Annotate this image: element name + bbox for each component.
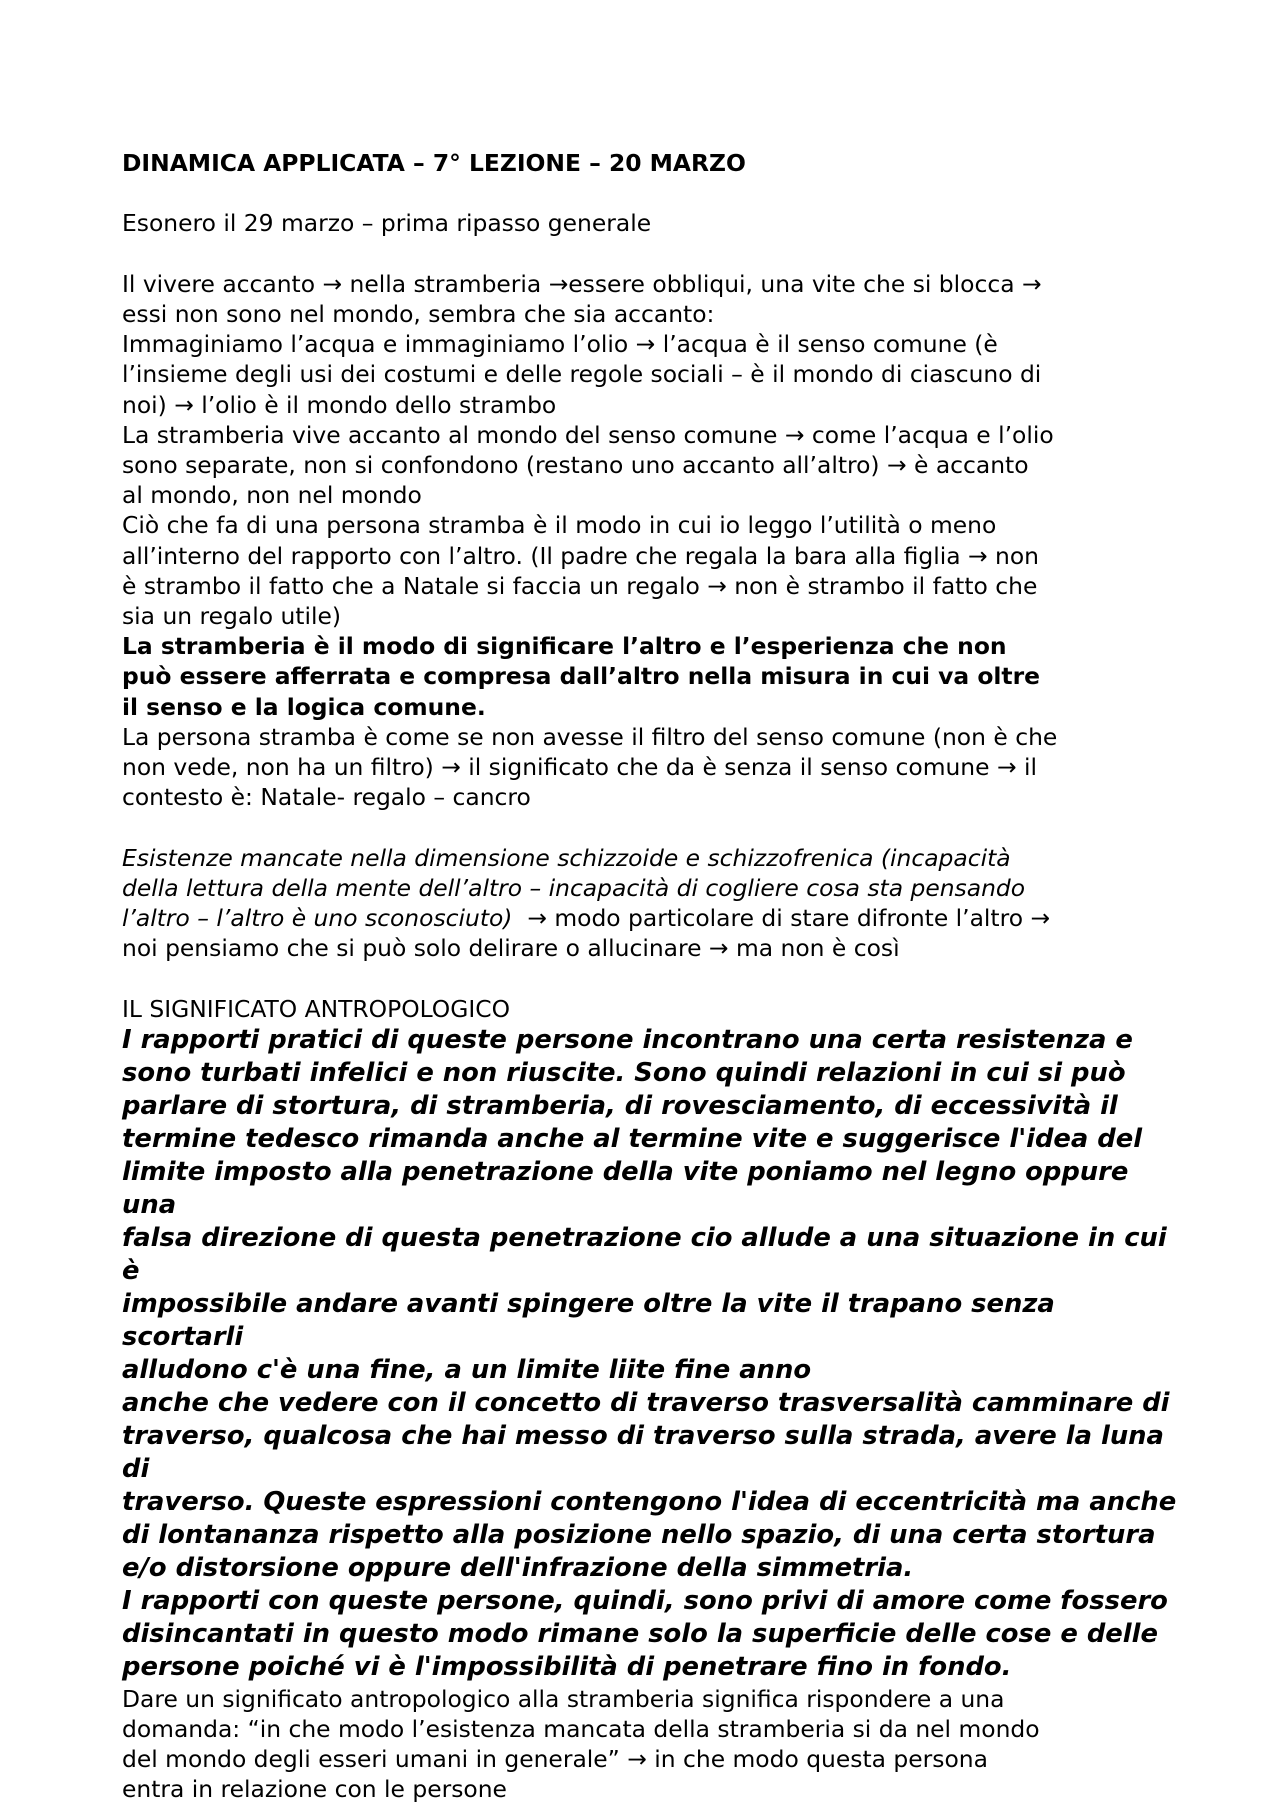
- text-line: falsa direzione di questa penetrazione cio allude a una situazione in cui è: [122, 1222, 1167, 1286]
- text-line: all’interno del rapporto con l’altro. (Il padre che regala la bara alla figlia → non: [122, 541, 1039, 570]
- paragraph-filter: [122, 722, 1182, 813]
- text-line: domanda: “in che modo l’esistenza mancata della stramberia si da nel mondo: [122, 1715, 1040, 1744]
- text-line: alludono c'è una fine, a un limite liite fine anno: [122, 1354, 812, 1385]
- text-line: noi) → l’olio è il mondo dello strambo: [122, 390, 557, 419]
- text-line: del mondo degli esseri umani in generale” → in che modo questa persona: [122, 1745, 988, 1774]
- text-line: limite imposto alla penetrazione della vite poniamo nel legno oppure una: [122, 1156, 1129, 1220]
- text-line: La stramberia è il modo di significare l’altro e l’esperienza che non: [122, 632, 1007, 661]
- text-line: entra in relazione con le persone: [122, 1775, 507, 1804]
- exam-note: Esonero il 29 marzo – prima ripasso generale: [122, 209, 652, 238]
- text-line: di lontananza rispetto alla posizione nello spazio, di una certa stortura: [122, 1519, 1156, 1550]
- paragraph-living-beside: [122, 269, 1182, 631]
- text-line: anche che vedere con il concetto di traverso trasversalità camminare di: [122, 1387, 1170, 1418]
- text-line: sia un regalo utile): [122, 602, 341, 631]
- text-line: può essere afferrata e compresa dall’altro nella misura in cui va oltre: [122, 662, 1041, 691]
- text-line: Immaginiamo l’acqua e immaginiamo l’olio → l’acqua è il senso comune (è: [122, 330, 998, 359]
- text-line: La persona stramba è come se non avesse il filtro del senso comune (non è che: [122, 722, 1058, 751]
- text-line: impossibile andare avanti spingere oltre la vite il trapano senza scortarli: [122, 1288, 1055, 1352]
- text-line: termine tedesco rimanda anche al termine vite e suggerisce l'idea del: [122, 1123, 1143, 1154]
- text-line: è strambo il fatto che a Natale si faccia un regalo → non è strambo il fatto che: [122, 571, 1038, 600]
- text-line: [122, 903, 1182, 933]
- text-line: l’insieme degli usi dei costumi e delle regole sociali – è il mondo di ciascuno di: [122, 360, 1042, 389]
- text-line: sono turbati infelici e non riuscite. Sono quindi relazioni in cui si può: [122, 1057, 1126, 1088]
- italic-segment: l’altro – l’altro è uno sconosciuto): [122, 904, 513, 933]
- spacer: [122, 812, 1182, 842]
- paragraph-conclusion: [122, 1684, 1182, 1805]
- text-line: il senso e la logica comune.: [122, 692, 486, 721]
- text-line: persone poiché vi è l'impossibilità di penetrare fino in fondo.: [122, 1651, 1012, 1682]
- document-page: [122, 148, 1182, 1805]
- text-line: della lettura della mente dell’altro – incapacità di cogliere cosa sta pensando: [122, 873, 1026, 902]
- text-line: I rapporti con queste persone, quindi, sono privi di amore come fossero: [122, 1585, 1168, 1616]
- text-line: disincantati in questo modo rimane solo la superficie delle cose e delle: [122, 1618, 1158, 1649]
- text-line: parlare di stortura, di stramberia, di rovesciamento, di eccessività il: [122, 1090, 1118, 1121]
- spacer: [122, 963, 1182, 993]
- anthropological-paragraph: [122, 1024, 1182, 1684]
- text-line: I rapporti pratici di queste persone incontrano una certa resistenza e: [122, 1024, 1133, 1055]
- text-line: Esistenze mancate nella dimensione schizzoide e schizzofrenica (incapacità: [122, 843, 1011, 872]
- text-line: sono separate, non si confondono (restano uno accanto all’altro) → è accanto: [122, 451, 1029, 479]
- text-line: e/o distorsione oppure dell'infrazione della simmetria.: [122, 1552, 914, 1583]
- text-line: La stramberia vive accanto al mondo del senso comune → come l’acqua e l’olio: [122, 420, 1054, 449]
- text-line: Ciò che fa di una persona stramba è il modo in cui io leggo l’utilità o meno: [122, 511, 997, 540]
- text-line: noi pensiamo che si può solo delirare o allucinare → ma non è così: [122, 934, 900, 963]
- text-line: Dare un significato antropologico alla stramberia significa rispondere a una: [122, 1684, 1005, 1713]
- normal-segment: → modo particolare di stare difronte l’altro →: [527, 904, 1051, 933]
- document-title: DINAMICA APPLICATA – 7° LEZIONE – 20 MARZO: [122, 149, 746, 177]
- definition-bold: [122, 631, 1182, 722]
- spacer: [122, 239, 1182, 269]
- text-line: al mondo, non nel mondo: [122, 481, 422, 510]
- text-line: contesto è: Natale- regalo – cancro: [122, 783, 531, 812]
- paragraph-missed-existences: [122, 843, 1182, 964]
- text-line: essi non sono nel mondo, sembra che sia accanto:: [122, 299, 715, 328]
- text-line: traverso, qualcosa che hai messo di traverso sulla strada, avere la luna di: [122, 1420, 1164, 1484]
- section-heading: IL SIGNIFICATO ANTROPOLOGICO: [122, 994, 510, 1023]
- text-line: Il vivere accanto → nella stramberia →essere obbliqui, una vite che si blocca →: [122, 269, 1042, 298]
- text-line: traverso. Queste espressioni contengono l'idea di eccentricità ma anche: [122, 1486, 1177, 1517]
- text-line: non vede, non ha un filtro) → il significato che da è senza il senso comune → il: [122, 753, 1037, 782]
